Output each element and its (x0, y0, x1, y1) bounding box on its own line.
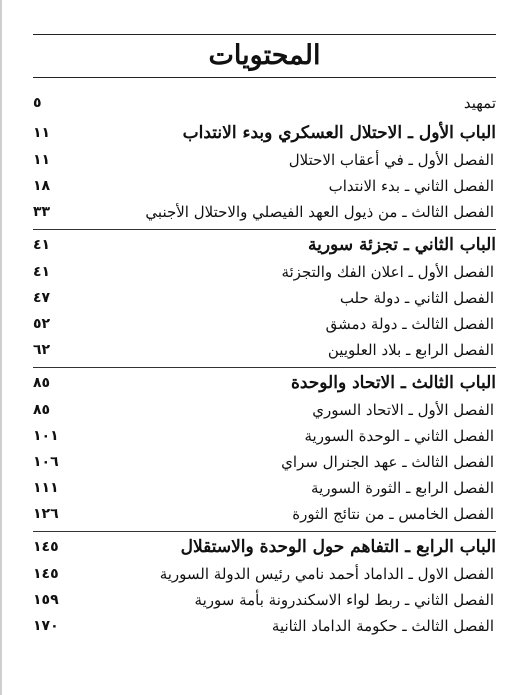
toc-part-label: الباب الثاني ـ تجزئة سورية (308, 234, 496, 255)
toc-chapter-label: الفصل الأول ـ في أعقاب الاحتلال (288, 151, 494, 169)
toc-part-row[interactable] (33, 118, 496, 147)
toc-part-page: ٨٥ (33, 374, 51, 391)
toc-chapter-label: الفصل الثالث ـ من ذيول العهد الفيصلي والاحتلال الأجنبي (145, 203, 494, 221)
toc-chapter-row[interactable] (33, 397, 496, 423)
toc-chapter-label: الفصل الرابع ـ الثورة السورية (311, 479, 494, 497)
toc-part-label: الباب الرابع ـ التفاهم حول الوحدة والاستقلال (180, 536, 496, 557)
toc-chapter-label: الفصل الثالث ـ عهد الجنرال سراي (281, 453, 494, 471)
toc-chapter-page: ١٠٦ (33, 454, 59, 470)
toc-chapter-label: الفصل الرابع ـ بلاد العلويين (327, 341, 494, 359)
toc-chapter-page: ١٢٦ (33, 506, 59, 522)
toc-chapter-label: الفصل الثاني ـ ربط لواء الاسكندرونة بأمة سورية (194, 591, 494, 609)
toc-chapter-page: ١١ (33, 152, 51, 168)
title-rule (33, 77, 496, 78)
toc-chapter-page: ٤٧ (33, 290, 51, 306)
toc-chapter-page: ١٥٩ (33, 592, 59, 608)
toc-parts (33, 118, 496, 639)
toc-intro-label: تمهيد (463, 94, 496, 112)
toc-chapter-row[interactable] (33, 501, 496, 527)
toc-chapter-page: ١١١ (33, 480, 59, 496)
toc-chapter-page: ٤١ (33, 264, 51, 280)
toc-part-label: الباب الثالث ـ الاتحاد والوحدة (290, 372, 496, 393)
page-title: المحتويات (208, 40, 321, 71)
toc-chapter-row[interactable] (33, 449, 496, 475)
toc-chapter-row[interactable] (33, 337, 496, 363)
toc-part-page: ١١ (33, 124, 51, 141)
toc-chapter-label: الفصل الثالث ـ حكومة الداماد الثانية (271, 617, 494, 635)
toc-part-row[interactable] (33, 531, 496, 561)
toc-chapter-row[interactable] (33, 311, 496, 337)
toc-chapter-row[interactable] (33, 587, 496, 613)
toc-part-row[interactable] (33, 367, 496, 397)
toc-chapter-row[interactable] (33, 475, 496, 501)
toc-chapter-label: الفصل الأول ـ الاتحاد السوري (312, 401, 494, 419)
toc-chapter-row[interactable] (33, 173, 496, 199)
toc-chapter-page: ٨٥ (33, 402, 51, 418)
toc-part-page: ١٤٥ (33, 538, 59, 555)
toc-chapter-page: ١٠١ (33, 428, 59, 444)
toc-chapter-label: الفصل الثاني ـ دولة حلب (339, 289, 494, 307)
toc-chapter-page: ٥٢ (33, 316, 51, 332)
toc-chapter-row[interactable] (33, 147, 496, 173)
toc-chapter-row[interactable] (33, 613, 496, 639)
toc-chapter-label: الفصل الثاني ـ بدء الانتداب (328, 177, 494, 195)
toc-chapter-page: ٣٣ (33, 204, 51, 220)
toc-part-label: الباب الأول ـ الاحتلال العسكري وبدء الانتداب (182, 122, 496, 143)
toc-part-page: ٤١ (33, 236, 51, 253)
toc-chapter-label: الفصل الاول ـ الداماد أحمد نامي رئيس الدولة السورية (159, 565, 494, 583)
toc-chapter-row[interactable] (33, 259, 496, 285)
toc-chapter-page: ١٨ (33, 178, 51, 194)
page-edge (0, 0, 2, 695)
toc-part-row[interactable] (33, 229, 496, 259)
toc-chapter-page: ١٧٠ (33, 618, 59, 634)
toc-chapter-label: الفصل الأول ـ اعلان الفك والتجزئة (281, 263, 494, 281)
table-of-contents (33, 92, 496, 639)
toc-chapter-row[interactable] (33, 561, 496, 587)
toc-intro-page: ٥ (33, 95, 42, 111)
toc-intro[interactable] (33, 92, 496, 114)
toc-chapter-page: ٦٢ (33, 342, 51, 358)
toc-chapter-row[interactable] (33, 285, 496, 311)
toc-chapter-row[interactable] (33, 423, 496, 449)
toc-chapter-label: الفصل الخامس ـ من نتائج الثورة (292, 505, 494, 523)
top-rule (33, 34, 496, 35)
toc-chapter-label: الفصل الثالث ـ دولة دمشق (325, 315, 494, 333)
toc-chapter-row[interactable] (33, 199, 496, 225)
toc-chapter-label: الفصل الثاني ـ الوحدة السورية (304, 427, 494, 445)
toc-chapter-page: ١٤٥ (33, 566, 59, 582)
